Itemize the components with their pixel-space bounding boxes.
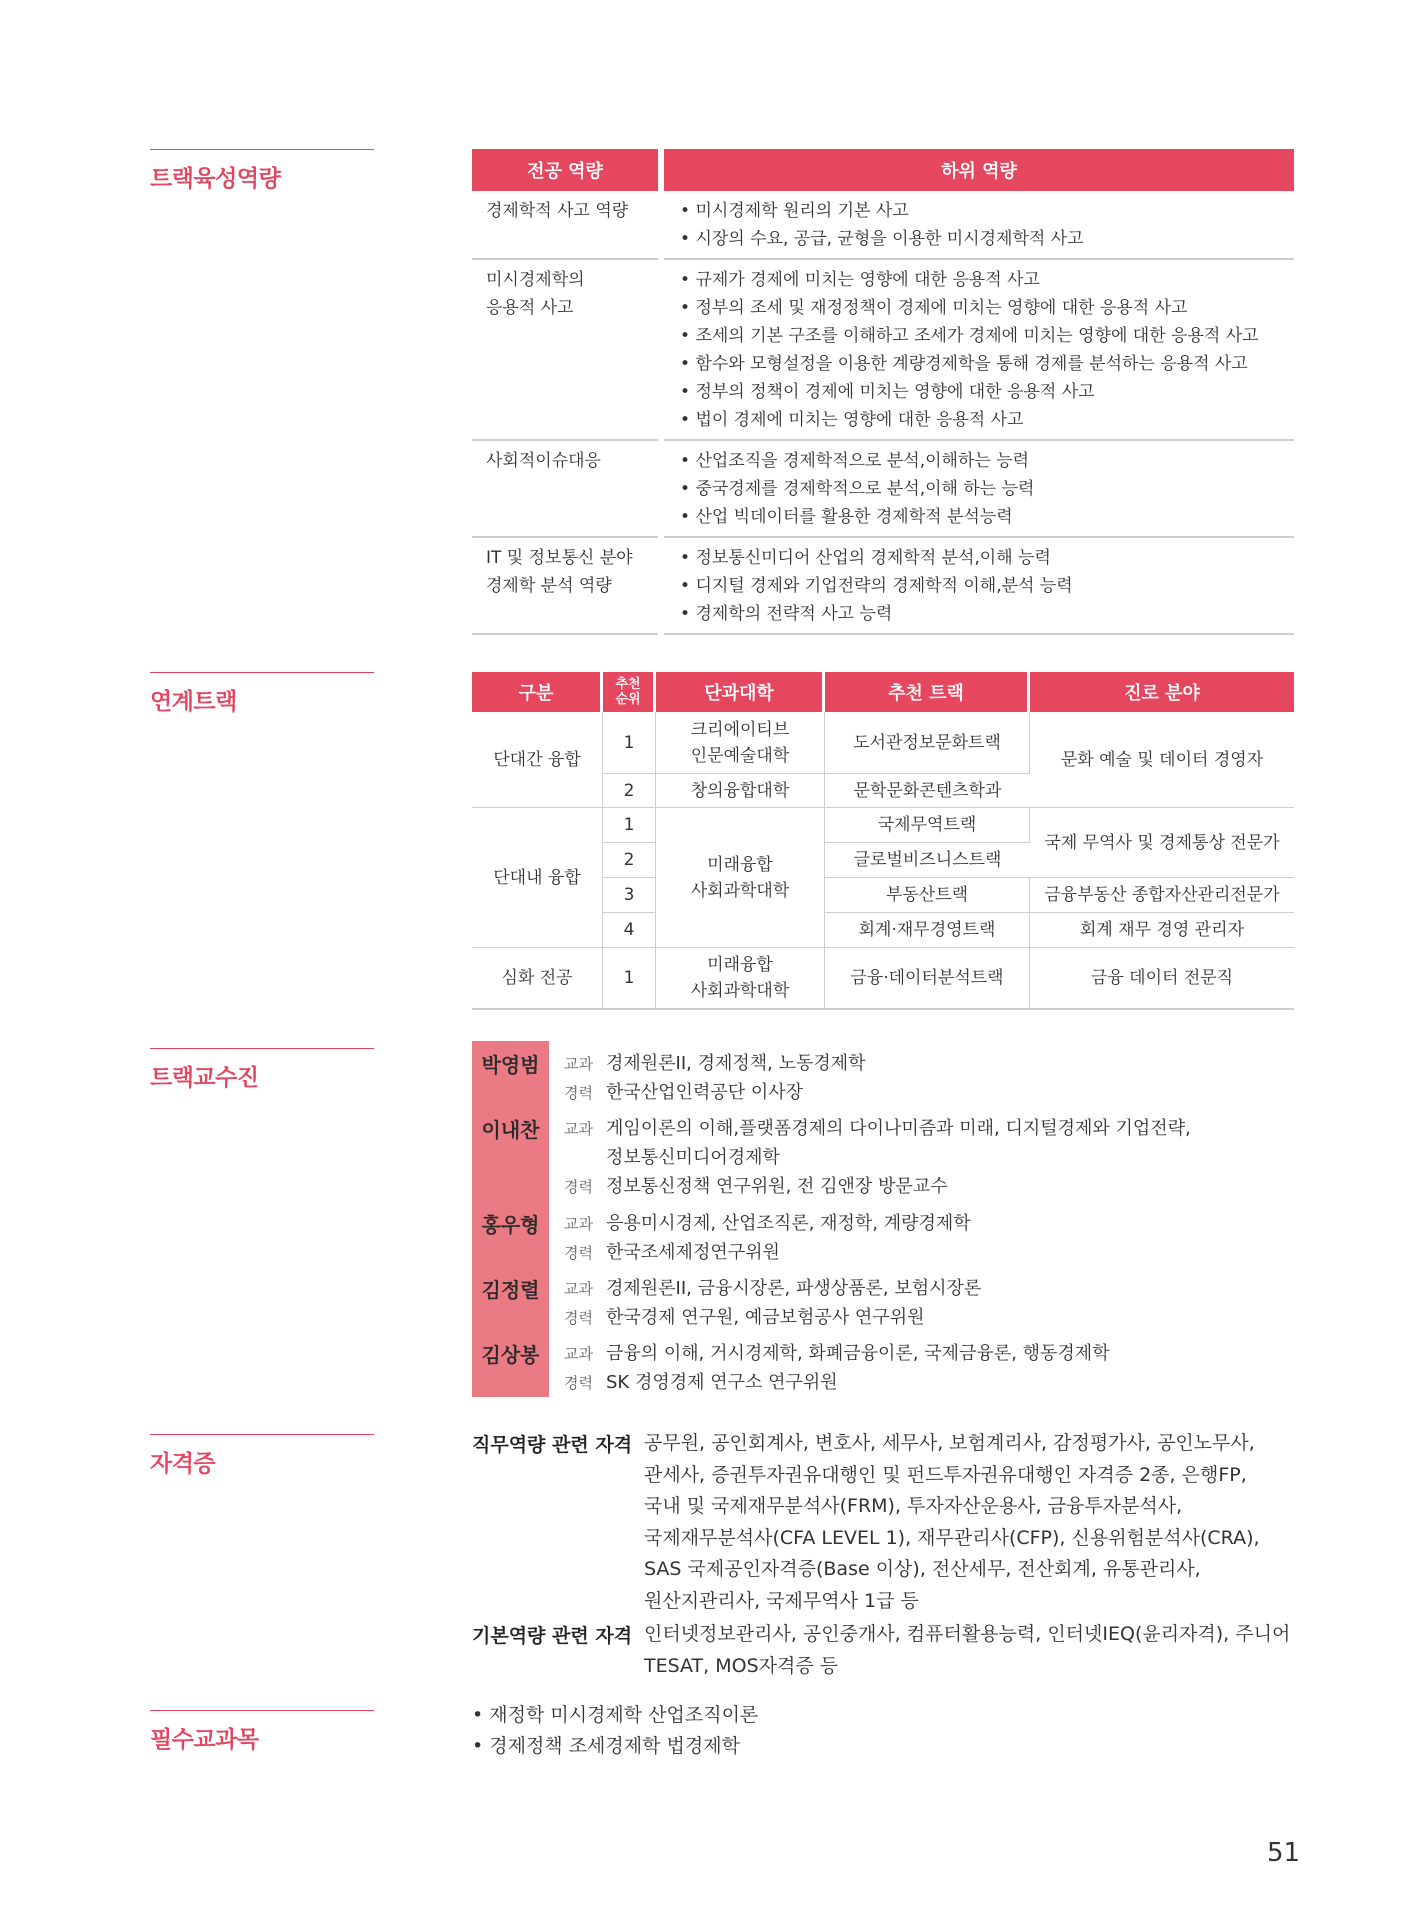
table-row (472, 441, 1294, 538)
header-category: 구분 (472, 672, 603, 712)
section-title-certificates: 자격증 (150, 1434, 374, 1478)
header-rank: 추천 순위 (603, 672, 656, 712)
section-title-faculty: 트랙교수진 (150, 1048, 374, 1092)
section-title-linked-track: 연계트랙 (150, 672, 374, 716)
linked-track-table (472, 672, 1294, 1010)
table-row: 단대내 융합 1 미래융합 사회과학대학 국제무역트랙 국제 무역사 및 경제통상 전문가 (472, 808, 1294, 843)
list-item: • 재정학 미시경제학 산업조직이론 (472, 1700, 758, 1731)
job-cert-list: 공무원, 공인회계사, 변호사, 세무사, 보험계리사, 감정평가사, 공인노무사, 관세사, 증권투자권유대행인 및 펀드투자권유대행인 자격증 2종, 은행FP, 국내 및 국제재무분석사(FRM), 투자자산운용사, 금융투자분석사, 국제재무분석사(CFA LEVEL 1), 재무관리사(CFP), 신용위험분석사(CRA), SAS 국제공인자격증(Base 이상), 전산세무, 전산회계, 유통관리사, 원산지관리사, 국제무역사 1급 등 (644, 1432, 1260, 1612)
list-item: • 법이 경제에 미치는 영향에 대한 응용적 사고 (680, 406, 1294, 434)
list-item: • 시장의 수요, 공급, 균형을 이용한 미시경제학적 사고 (680, 225, 1294, 253)
list-item: • 경제학의 전략적 사고 능력 (680, 600, 1294, 628)
list-item: • 정부의 정책이 경제에 미치는 영향에 대한 응용적 사고 (680, 378, 1294, 406)
major-competency: 사회적이슈대응 (472, 441, 658, 538)
table-row: 심화 전공 1 미래융합 사회과학대학 금융·데이터분석트랙 금융 데이터 전문직 (472, 948, 1294, 1010)
table-row: 단대간 융합 1 크리에이티브 인문예술대학 도서관정보문화트랙 문화 예술 및 데이터 경영자 (472, 712, 1294, 774)
list-item: • 정부의 조세 및 재정정책이 경제에 미치는 영향에 대한 응용적 사고 (680, 294, 1294, 322)
table-row (472, 191, 1294, 260)
competency-table (472, 149, 1294, 635)
section-title-competency: 트랙육성역량 (150, 149, 374, 193)
major-competency: IT 및 정보통신 분야 경제학 분석 역량 (472, 538, 658, 635)
major-competency: 경제학적 사고 역량 (472, 191, 658, 260)
list-item: • 산업조직을 경제학적으로 분석,이해하는 능력 (680, 447, 1294, 475)
table-row: 4 회계·재무경영트랙 회계 재무 경영 관리자 (472, 913, 1294, 948)
faculty-name: 김상봉 (481, 1343, 540, 1367)
faculty-name: 김정렬 (481, 1278, 540, 1302)
page-number: 51 (1267, 1838, 1301, 1868)
list-item: • 조세의 기본 구조를 이해하고 조세가 경제에 미치는 영향에 대한 응용적 사고 (680, 322, 1294, 350)
header-track: 추천 트랙 (825, 672, 1030, 712)
table-row (472, 538, 1294, 635)
faculty-name: 박영범 (481, 1053, 540, 1077)
table-row: 3 부동산트랙 금융부동산 종합자산관리전문가 (472, 878, 1294, 913)
list-item: • 산업 빅데이터를 활용한 경제학적 분석능력 (680, 503, 1294, 531)
basic-cert-label: 기본역량 관련 자격 (472, 1625, 633, 1647)
list-item: • 규제가 경제에 미치는 영향에 대한 응용적 사고 (680, 266, 1294, 294)
header-college: 단과대학 (656, 672, 825, 712)
header-sub-competency: 하위 역량 (664, 149, 1294, 191)
required-course-list (472, 1700, 758, 1762)
list-item: • 중국경제를 경제학적으로 분석,이해 하는 능력 (680, 475, 1294, 503)
section-title-required-courses: 필수교과목 (150, 1710, 374, 1754)
header-career: 진로 분야 (1030, 672, 1294, 712)
list-item: • 디지털 경제와 기업전략의 경제학적 이해,분석 능력 (680, 572, 1294, 600)
table-row: 2 창의융합대학 문학문화콘텐츠학과 (472, 774, 1294, 808)
faculty-name: 홍우형 (481, 1213, 540, 1237)
list-item: • 경제정책 조세경제학 법경제학 (472, 1731, 758, 1762)
list-item: • 정보통신미디어 산업의 경제학적 분석,이해 능력 (680, 544, 1294, 572)
table-row: 2 글로벌비즈니스트랙 (472, 843, 1294, 878)
job-cert-label: 직무역량 관련 자격 (472, 1434, 633, 1456)
faculty-name: 이내찬 (481, 1118, 540, 1142)
list-item: • 미시경제학 원리의 기본 사고 (680, 197, 1294, 225)
major-competency: 미시경제학의 응용적 사고 (472, 260, 658, 441)
table-row (472, 260, 1294, 441)
basic-cert-list: 인터넷정보관리사, 공인중개사, 컴퓨터활용능력, 인터넷IEQ(윤리자격), 주니어 TESAT, MOS자격증 등 (644, 1623, 1291, 1677)
header-major-competency: 전공 역량 (472, 149, 658, 191)
list-item: • 함수와 모형설정을 이용한 계량경제학을 통해 경제를 분석하는 응용적 사고 (680, 350, 1294, 378)
